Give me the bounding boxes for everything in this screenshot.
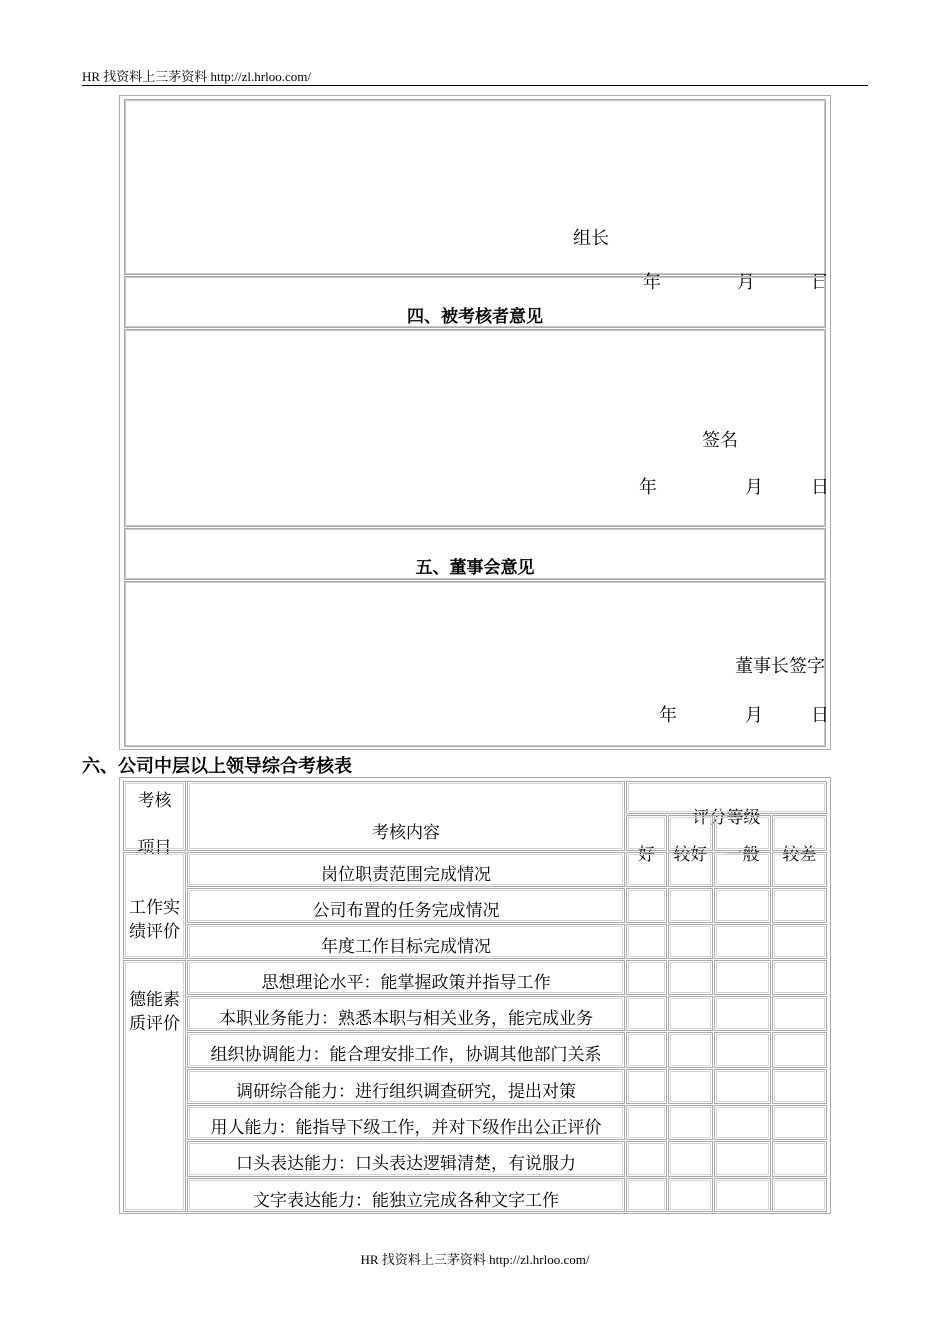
score-cell-average[interactable] (714, 1032, 771, 1068)
score-cell-average[interactable] (714, 888, 771, 923)
header-level-fairly-good: 较好 (673, 845, 708, 865)
criterion-cell (187, 1141, 625, 1177)
criterion-cell (187, 996, 625, 1031)
page-footer: HR 找资料上三茅资料 http://zl.hrloo.com/ (360, 1252, 590, 1267)
score-cell-average[interactable] (714, 996, 771, 1031)
score-cell-fairly-good[interactable] (668, 996, 713, 1031)
section4-title: 四、被考核者意见 (407, 307, 543, 327)
score-cell-average[interactable] (714, 924, 771, 959)
criterion-text: 文字表达能力：能独立完成各种文字工作 (253, 1191, 559, 1211)
group-work-performance-line1: 工作实 (129, 898, 180, 918)
score-cell-good[interactable] (626, 960, 667, 995)
score-cell-poor[interactable] (772, 924, 827, 959)
header-scale: 评分等级 (692, 808, 761, 828)
score-cell-fairly-good[interactable] (668, 852, 713, 887)
criterion-cell (187, 852, 625, 887)
header-level-poor-cell (772, 815, 827, 865)
header-level-average: 一般 (725, 845, 760, 865)
group-leader-date-month: 月 (737, 272, 755, 293)
group-work-performance-cell (123, 852, 186, 959)
group-leader-sign-label: 组长 (573, 228, 609, 249)
criterion-text: 思想理论水平：能掌握政策并指导工作 (261, 973, 551, 993)
header-level-good: 好 (638, 845, 655, 865)
score-cell-fairly-good[interactable] (668, 1105, 713, 1140)
score-cell-poor[interactable] (772, 1069, 827, 1104)
header-item-line1: 考核 (137, 791, 172, 811)
criterion-cell (187, 924, 625, 959)
group-quality-line1: 德能素 (129, 990, 180, 1010)
criterion-cell (187, 1178, 625, 1212)
opinion-table (119, 95, 831, 750)
score-cell-average[interactable] (714, 1178, 771, 1212)
section5-title-cell (124, 528, 826, 580)
score-cell-poor[interactable] (772, 1032, 827, 1068)
score-cell-fairly-good[interactable] (668, 888, 713, 923)
section5-body-cell (124, 581, 829, 747)
score-cell-poor[interactable] (772, 852, 827, 887)
score-cell-good[interactable] (626, 1141, 667, 1177)
score-cell-good[interactable] (626, 1032, 667, 1068)
header-level-average-cell (714, 815, 771, 865)
score-cell-fairly-good[interactable] (668, 924, 713, 959)
score-cell-fairly-good[interactable] (668, 960, 713, 995)
score-cell-poor[interactable] (772, 960, 827, 995)
score-cell-poor[interactable] (772, 1178, 827, 1212)
score-cell-good[interactable] (626, 996, 667, 1031)
criterion-cell (187, 1105, 625, 1140)
section4-date-day: 日 (811, 477, 829, 498)
header-item-cell (123, 781, 186, 858)
header-item-line2: 项目 (137, 838, 172, 858)
score-cell-fairly-good[interactable] (668, 1069, 713, 1104)
header-content-cell (187, 781, 625, 851)
score-cell-poor[interactable] (772, 1105, 827, 1140)
section4-body-cell (124, 329, 829, 527)
criterion-cell (187, 960, 625, 995)
page-header: HR 找资料上三茅资料 http://zl.hrloo.com/ (82, 69, 311, 84)
evaluation-table (119, 777, 831, 1214)
score-cell-poor[interactable] (772, 1141, 827, 1177)
criterion-text: 用人能力：能指导下级工作，并对下级作出公正评价 (210, 1118, 602, 1138)
section4-date-year: 年 (639, 477, 657, 498)
score-cell-good[interactable] (626, 852, 667, 887)
score-cell-good[interactable] (626, 1178, 667, 1212)
group-leader-date-year: 年 (643, 272, 661, 293)
criterion-text: 公司布置的任务完成情况 (312, 901, 500, 921)
header-scale-cell (626, 781, 827, 828)
section5-date-month: 月 (745, 705, 763, 726)
criterion-text: 岗位职责范围完成情况 (321, 865, 491, 885)
section4-title-cell (124, 276, 826, 328)
group-quality-line2: 质评价 (129, 1014, 180, 1034)
header-rule (82, 85, 868, 86)
criterion-cell (187, 1032, 625, 1068)
header-level-fairly-good-cell (668, 815, 713, 865)
criterion-cell (187, 1069, 625, 1104)
score-cell-average[interactable] (714, 960, 771, 995)
group-work-performance-line2: 绩评价 (129, 922, 180, 942)
group-leader-cell (124, 99, 829, 293)
header-level-poor: 较差 (782, 845, 817, 865)
score-cell-good[interactable] (626, 888, 667, 923)
group-quality-cell (123, 960, 186, 1212)
score-cell-average[interactable] (714, 1105, 771, 1140)
group-leader-date-day: 日 (811, 272, 829, 293)
header-level-good-cell (626, 815, 667, 865)
section5-date-day: 日 (811, 705, 829, 726)
score-cell-average[interactable] (714, 852, 771, 887)
criterion-text: 年度工作目标完成情况 (321, 937, 491, 957)
score-cell-fairly-good[interactable] (668, 1178, 713, 1212)
score-cell-average[interactable] (714, 1141, 771, 1177)
section4-date-month: 月 (745, 477, 763, 498)
criterion-cell (187, 888, 625, 923)
section5-title: 五、董事会意见 (415, 558, 535, 578)
criterion-text: 调研综合能力：进行组织调查研究，提出对策 (236, 1082, 576, 1102)
section5-sign-label: 董事长签字 (735, 656, 825, 677)
score-cell-poor[interactable] (772, 996, 827, 1031)
header-content: 考核内容 (372, 823, 440, 843)
score-cell-poor[interactable] (772, 888, 827, 923)
section6-title: 六、公司中层以上领导综合考核表 (82, 756, 352, 777)
section5-date-year: 年 (659, 705, 677, 726)
section4-sign-label: 签名 (702, 430, 738, 451)
score-cell-good[interactable] (626, 1069, 667, 1104)
score-cell-good[interactable] (626, 924, 667, 959)
score-cell-average[interactable] (714, 1069, 771, 1104)
criterion-text: 组织协调能力：能合理安排工作，协调其他部门关系 (210, 1045, 602, 1065)
score-cell-fairly-good[interactable] (668, 1032, 713, 1068)
score-cell-good[interactable] (626, 1105, 667, 1140)
criterion-text: 口头表达能力：口头表达逻辑清楚，有说服力 (236, 1154, 576, 1174)
score-cell-fairly-good[interactable] (668, 1141, 713, 1177)
criterion-text: 本职业务能力：熟悉本职与相关业务，能完成业务 (219, 1009, 593, 1029)
